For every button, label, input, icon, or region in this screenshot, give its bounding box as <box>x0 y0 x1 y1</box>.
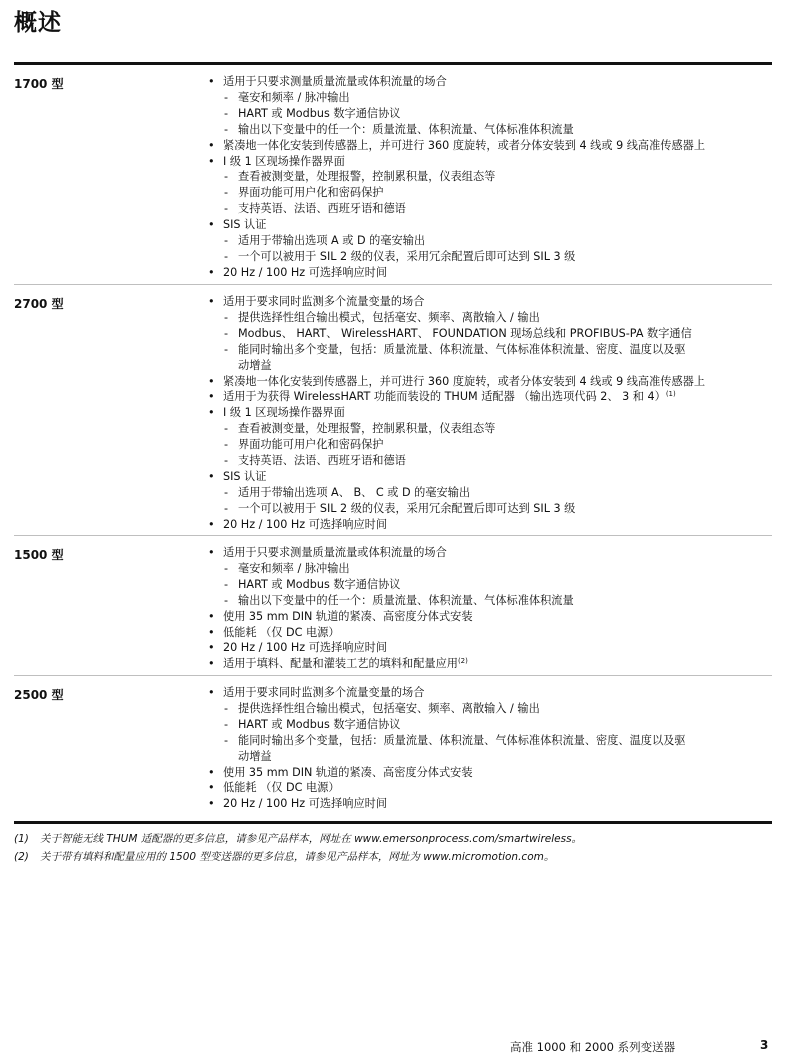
item-text: SIS 认证 <box>223 469 267 483</box>
bullet-item <box>206 625 772 641</box>
bullet-item <box>206 265 772 281</box>
dash-marker: - <box>224 701 229 715</box>
item-text: 适用于要求同时监测多个流量变量的场合 <box>223 295 425 308</box>
item-text: 适用于为获得 WirelessHART 功能而装设的 THUM 适配器 （输出选项代码 2、 3 和 4） <box>223 390 666 404</box>
dash-marker: - <box>224 326 229 340</box>
continuation-line <box>206 749 772 765</box>
item-text: 使用 35 mm DIN 轨道的紧凑、高密度分体式安装 <box>223 609 473 623</box>
item-text: 查看被测变量，处理报警，控制累积量，仪表组态等 <box>238 170 496 184</box>
section-title-2700: 2700 型 <box>14 297 64 311</box>
sub-item <box>206 717 772 733</box>
item-text: 界面功能可用户化和密码保护 <box>238 186 384 200</box>
footnote-number: (1) <box>14 833 29 845</box>
bullet-marker: • <box>208 765 215 779</box>
section-items-2700 <box>206 294 772 533</box>
dash-marker: - <box>224 577 229 591</box>
bullet-item <box>206 469 772 485</box>
item-text: 输出以下变量中的任一个：质量流量、体积流量、气体标准体积流量 <box>238 122 574 136</box>
bullet-marker: • <box>208 265 215 279</box>
bullet-marker: • <box>208 138 215 152</box>
sub-item <box>206 326 772 342</box>
footnote-2 <box>14 849 554 864</box>
dash-marker: - <box>224 186 229 200</box>
dash-marker: - <box>224 170 229 184</box>
dash-marker: - <box>224 234 229 248</box>
sub-item <box>206 342 772 358</box>
section-title-2500: 2500 型 <box>14 688 64 702</box>
dash-marker: - <box>224 90 229 104</box>
bullet-marker: • <box>208 390 215 404</box>
section-divider <box>14 284 772 285</box>
item-text: I 级 1 区现场操作器界面 <box>223 406 345 420</box>
dash-marker: - <box>224 342 229 356</box>
bullet-marker: • <box>208 609 215 623</box>
sub-item <box>206 453 772 469</box>
item-text: HART 或 Modbus 数字通信协议 <box>238 577 401 591</box>
bullet-marker: • <box>208 546 215 559</box>
footnote-text: 关于带有填料和配量应用的 1500 型变送器的更多信息，请参见产品样本，网址为 www.micromotion.com。 <box>40 851 555 863</box>
sub-item <box>206 122 772 138</box>
bullet-item <box>206 685 772 701</box>
section-divider <box>14 535 772 536</box>
item-text: 紧凑地一体化安装到传感器上，并可进行 360 度旋转，或者分体安装到 4 线或 9 线高准传感器上 <box>223 138 706 152</box>
bullet-marker: • <box>208 781 215 795</box>
bullet-item <box>206 609 772 625</box>
item-text: 能同时输出多个变量，包括：质量流量、体积流量、气体标准体积流量、密度、温度以及驱 <box>238 342 686 356</box>
item-text: 毫安和频率 / 脉冲输出 <box>238 90 350 104</box>
bullet-item <box>206 545 772 561</box>
footnote-text: 关于智能无线 THUM 适配器的更多信息，请参见产品样本，网址在 www.emersonprocess.com/smartwireless。 <box>40 833 583 845</box>
item-text: 20 Hz / 100 Hz 可选择响应时间 <box>223 797 388 811</box>
item-text: 查看被测变量，处理报警，控制累积量，仪表组态等 <box>238 422 496 436</box>
footnote-1 <box>14 831 582 846</box>
item-text: 低能耗 （仅 DC 电源） <box>223 625 340 639</box>
bullet-item <box>206 517 772 533</box>
sub-item <box>206 169 772 185</box>
bullet-marker: • <box>208 797 215 811</box>
item-text: 输出以下变量中的任一个：质量流量、体积流量、气体标准体积流量 <box>238 593 574 607</box>
bullet-marker: • <box>208 406 215 420</box>
bullet-marker: • <box>208 641 215 655</box>
item-text: 使用 35 mm DIN 轨道的紧凑、高密度分体式安装 <box>223 765 473 779</box>
item-text: 20 Hz / 100 Hz 可选择响应时间 <box>223 265 388 279</box>
item-text: 适用于填料、配量和灌装工艺的填料和配量应用 <box>223 657 458 671</box>
bullet-marker: • <box>208 517 215 531</box>
section-title-1500: 1500 型 <box>14 548 64 562</box>
bullet-marker: • <box>208 295 215 308</box>
bullet-item <box>206 656 772 672</box>
dash-marker: - <box>224 733 229 747</box>
page-title: 概述 <box>14 10 62 36</box>
bullet-marker: • <box>208 75 215 88</box>
sub-item <box>206 701 772 717</box>
item-text: 20 Hz / 100 Hz 可选择响应时间 <box>223 641 388 655</box>
section-items-1700 <box>206 74 772 281</box>
bullet-item <box>206 154 772 170</box>
sub-item <box>206 593 772 609</box>
item-text: 紧凑地一体化安装到传感器上，并可进行 360 度旋转，或者分体安装到 4 线或 9 线高准传感器上 <box>223 374 706 388</box>
bullet-item <box>206 217 772 233</box>
dash-marker: - <box>224 202 229 216</box>
dash-marker: - <box>224 106 229 120</box>
footnote-number: (2) <box>14 851 29 863</box>
section-divider <box>14 675 772 676</box>
bullet-item <box>206 405 772 421</box>
bullet-marker: • <box>208 625 215 639</box>
sub-item <box>206 90 772 106</box>
item-text: Modbus、 HART、 WirelessHART、 FOUNDATION 现场总线和 PROFIBUS-PA 数字通信 <box>238 326 692 340</box>
item-text: 适用于要求同时监测多个流量变量的场合 <box>223 686 425 699</box>
footer-title: 高准 1000 和 2000 系列变送器 <box>510 1040 676 1054</box>
sub-item <box>206 185 772 201</box>
dash-marker: - <box>224 717 229 731</box>
item-text: 支持英语、法语、西班牙语和德语 <box>238 454 406 468</box>
item-text: 20 Hz / 100 Hz 可选择响应时间 <box>223 517 388 531</box>
bullet-marker: • <box>208 469 215 483</box>
bullet-item <box>206 640 772 656</box>
item-text: 界面功能可用户化和密码保护 <box>238 438 384 452</box>
bullet-item <box>206 74 772 90</box>
bullet-item <box>206 796 772 812</box>
section-title-1700: 1700 型 <box>14 77 64 91</box>
sub-item <box>206 106 772 122</box>
dash-marker: - <box>224 438 229 452</box>
item-text: HART 或 Modbus 数字通信协议 <box>238 717 401 731</box>
item-text: 动增益 <box>238 358 272 372</box>
bullet-item <box>206 138 772 154</box>
footnote-ref: (2) <box>457 657 468 666</box>
sub-item <box>206 201 772 217</box>
dash-marker: - <box>224 122 229 136</box>
sub-item <box>206 733 772 749</box>
sub-item <box>206 561 772 577</box>
page-number: 3 <box>760 1038 769 1052</box>
header-rule <box>14 62 772 65</box>
section-items-1500 <box>206 545 772 672</box>
dash-marker: - <box>224 454 229 468</box>
dash-marker: - <box>224 593 229 607</box>
item-text: 一个可以被用于 SIL 2 级的仪表，采用冗余配置后即可达到 SIL 3 级 <box>238 249 576 263</box>
dash-marker: - <box>224 485 229 499</box>
bullet-item <box>206 389 772 405</box>
section-items-2500 <box>206 685 772 812</box>
item-text: 低能耗 （仅 DC 电源） <box>223 781 340 795</box>
dash-marker: - <box>224 310 229 324</box>
bullet-item <box>206 780 772 796</box>
item-text: 支持英语、法语、西班牙语和德语 <box>238 202 406 216</box>
bullet-marker: • <box>208 686 215 699</box>
bullet-item <box>206 374 772 390</box>
table-bottom-rule <box>14 821 772 824</box>
dash-marker: - <box>224 422 229 436</box>
item-text: HART 或 Modbus 数字通信协议 <box>238 106 401 120</box>
item-text: 提供选择性组合输出模式，包括毫安、频率、离散输入 / 输出 <box>238 701 540 715</box>
bullet-item <box>206 294 772 310</box>
item-text: 能同时输出多个变量，包括：质量流量、体积流量、气体标准体积流量、密度、温度以及驱 <box>238 733 686 747</box>
item-text: I 级 1 区现场操作器界面 <box>223 154 345 168</box>
item-text: 动增益 <box>238 749 272 763</box>
sub-item <box>206 501 772 517</box>
bullet-marker: • <box>208 218 215 232</box>
bullet-marker: • <box>208 154 215 168</box>
item-text: 毫安和频率 / 脉冲输出 <box>238 561 350 575</box>
dash-marker: - <box>224 501 229 515</box>
item-text: 一个可以被用于 SIL 2 级的仪表，采用冗余配置后即可达到 SIL 3 级 <box>238 501 576 515</box>
footnote-ref: (1) <box>665 390 676 399</box>
sub-item <box>206 485 772 501</box>
sub-item <box>206 577 772 593</box>
sub-item <box>206 249 772 265</box>
sub-item <box>206 437 772 453</box>
bullet-marker: • <box>208 657 215 671</box>
item-text: 提供选择性组合输出模式，包括毫安、频率、离散输入 / 输出 <box>238 310 540 324</box>
item-text: SIS 认证 <box>223 218 267 232</box>
bullet-marker: • <box>208 374 215 388</box>
dash-marker: - <box>224 561 229 575</box>
bullet-item <box>206 765 772 781</box>
item-text: 适用于带输出选项 A 或 D 的毫安输出 <box>238 234 426 248</box>
continuation-line <box>206 358 772 374</box>
sub-item <box>206 421 772 437</box>
sub-item <box>206 310 772 326</box>
item-text: 适用于带输出选项 A、 B、 C 或 D 的毫安输出 <box>238 485 471 499</box>
item-text: 适用于只要求测量质量流量或体积流量的场合 <box>223 546 447 559</box>
item-text: 适用于只要求测量质量流量或体积流量的场合 <box>223 75 447 88</box>
dash-marker: - <box>224 249 229 263</box>
sub-item <box>206 233 772 249</box>
